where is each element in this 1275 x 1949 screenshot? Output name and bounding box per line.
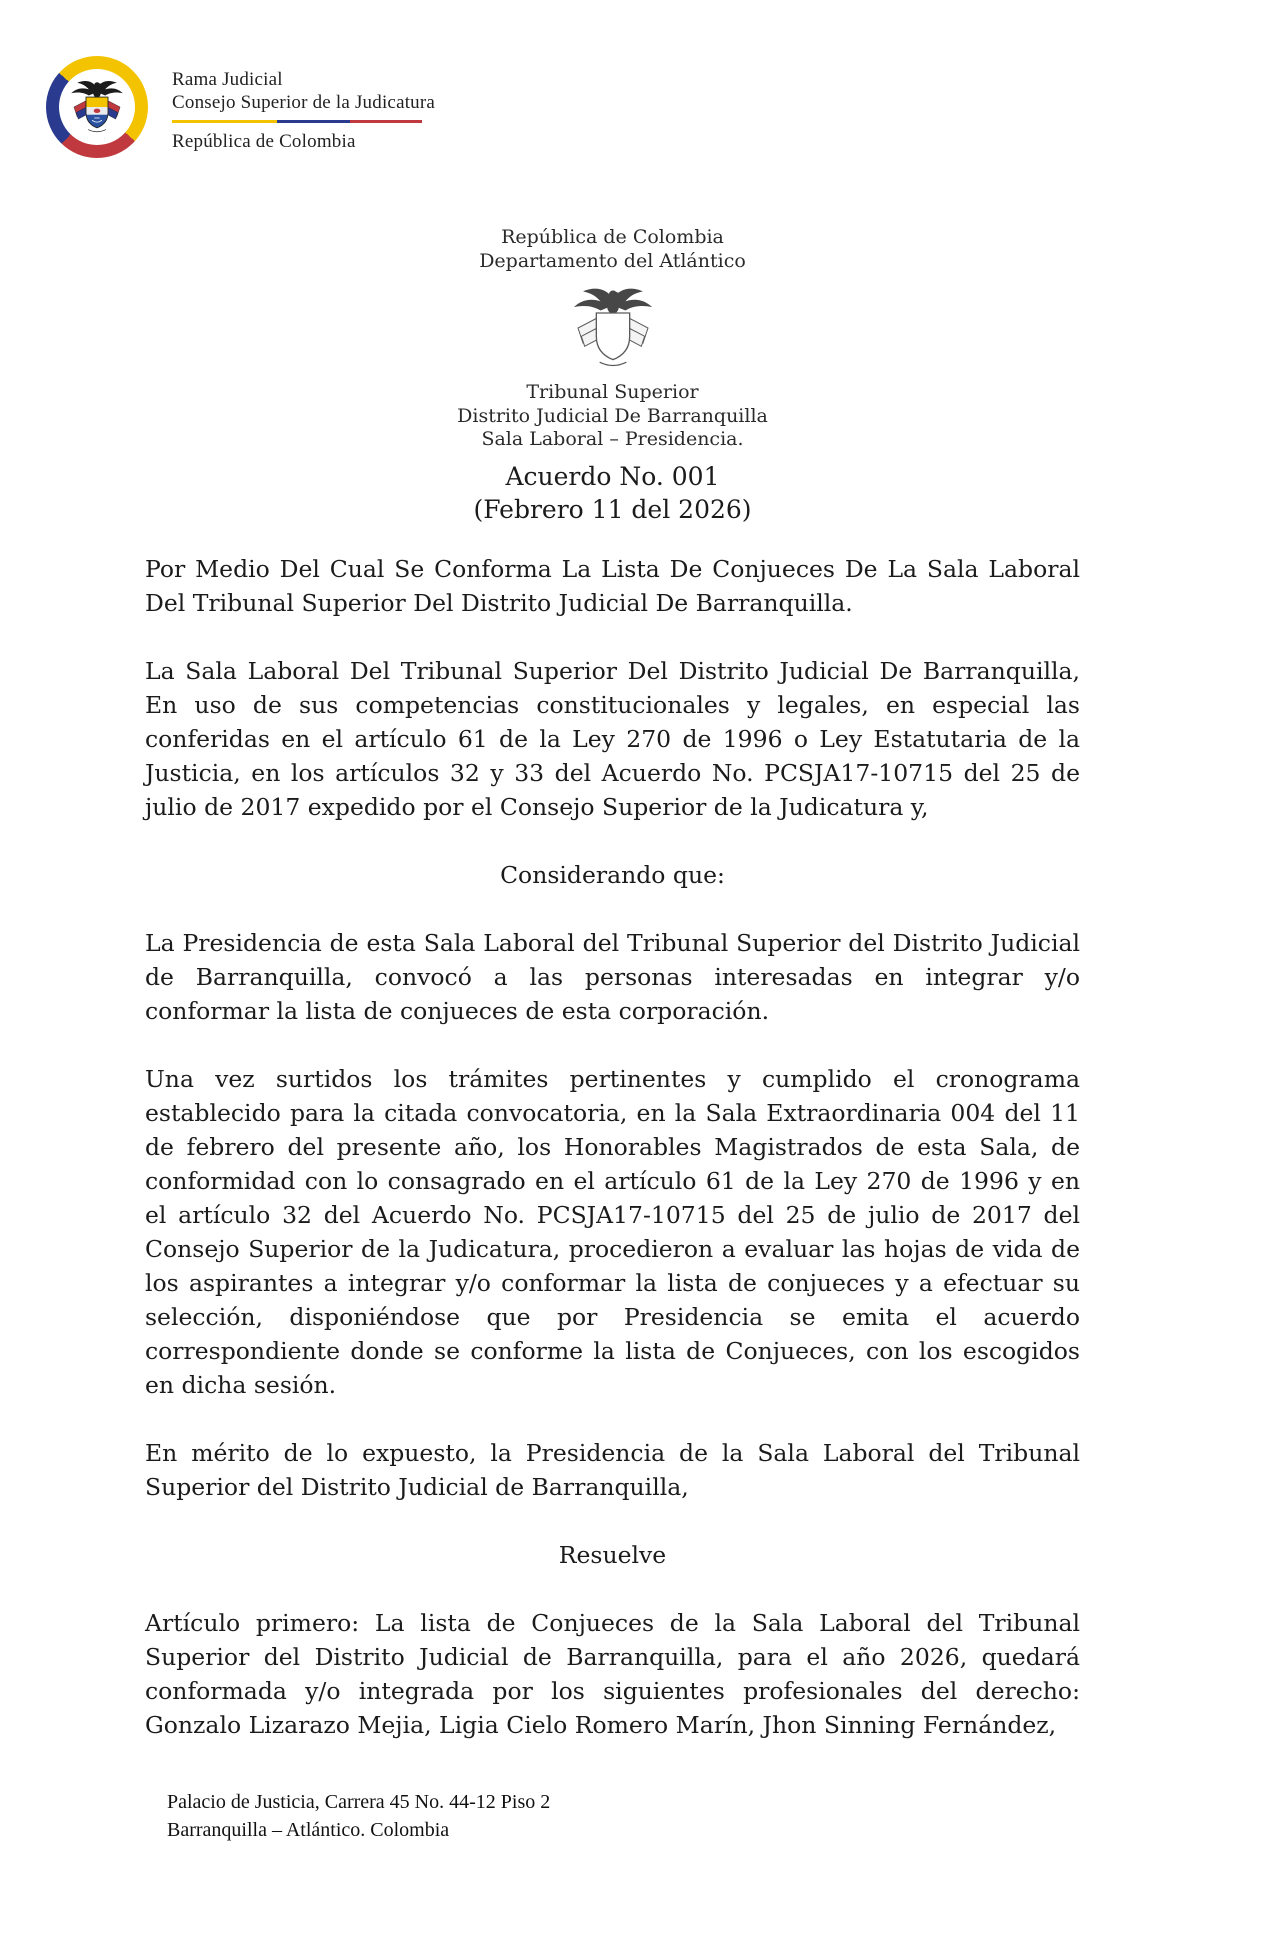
rama-judicial-logo (46, 56, 148, 158)
letterhead-department: Departamento del Atlántico (479, 249, 746, 272)
tricolor-yellow-segment (172, 120, 277, 123)
page-footer (167, 1788, 550, 1844)
brand-line-rama-judicial: Rama Judicial (172, 69, 283, 90)
letterhead-court-name: Tribunal Superior (526, 381, 699, 403)
paragraph-tramites: Una vez surtidos los trámites pertinentes y cumplido el cronograma establecido para la citada convocatoria, en la Sala Extraordinaria 004 del 11 de febrero del presente año, los Honorables Magistrados de esta Sala, de conformidad con lo consagrado en el artículo 61 de la Ley 270 de 1996 y en el artículo 32 del Acuerdo No. PCSJA17-10715 del 25 de julio de 2017 del Consejo Superior de la Judicatura, procedieron a evaluar las hojas de vida de los aspirantes a integrar y/o conformar la lista de conjueces y a efectuar su selección, disponiéndose que por Presidencia se emita el acuerdo correspondiente donde se conforme la lista de Conjueces, con los escogidos en dicha sesión. (145, 1065, 1080, 1399)
letterhead-court-chamber: Sala Laboral – Presidencia. (481, 428, 744, 450)
title-acuerdo-date: (Febrero 11 del 2026) (473, 495, 752, 524)
heading-considerando: Considerando que: (500, 861, 725, 889)
tricolor-blue-segment (277, 120, 350, 123)
paragraph-articulo-primero: Artículo primero: La lista de Conjueces de la Sala Laboral del Tribunal Superior del Distrito Judicial de Barranquilla, para el año 2026, quedará conformada y/o integrada por los siguientes profesionales del derecho: Gonzalo Lizarazo Mejia, Ligia Cielo Romero Marín, Jhon Sinning Fernández, (145, 1609, 1080, 1739)
letterhead-country: República de Colombia (501, 226, 724, 248)
letterhead-brand (46, 56, 435, 158)
paragraph-authority: La Sala Laboral Del Tribunal Superior Del Distrito Judicial De Barranquilla, En uso de sus competencias constitucionales y legales, en especial las conferidas en el artículo 61 de la Ley 270 de 1996 o Ley Estatutaria de la Justicia, en los artículos 32 y 33 del Acuerdo No. PCSJA17-10715 del 25 de julio de 2017 expedido por el Consejo Superior de la Judicatura y, (145, 657, 1080, 821)
paragraph-convocatoria: La Presidencia de esta Sala Laboral del Tribunal Superior del Distrito Judicial de Barranquilla, convocó a las personas interesadas en integrar y/o conformar la lista de conjueces de esta corporación. (145, 929, 1080, 1025)
document-title (145, 460, 1080, 526)
letterhead-court-district: Distrito Judicial De Barranquilla (457, 404, 768, 427)
footer-city: Barranquilla – Atlántico. Colombia (167, 1819, 450, 1841)
tricolor-red-segment (350, 120, 423, 123)
tricolor-divider (172, 120, 422, 123)
brand-text (172, 56, 435, 153)
letterhead-center (145, 226, 1080, 452)
department-coat-of-arms-icon (563, 284, 663, 372)
brand-line-republica: República de Colombia (172, 131, 356, 152)
brand-line-consejo: Consejo Superior de la Judicatura (172, 92, 436, 113)
colombia-coat-of-arms-icon (64, 77, 130, 137)
letterhead-coat-wrap (145, 284, 1080, 372)
heading-resuelve: Resuelve (558, 1541, 667, 1569)
document-body (145, 552, 1080, 1776)
paragraph-subject: Por Medio Del Cual Se Conforma La Lista De Conjueces De La Sala Laboral Del Tribunal Superior Del Distrito Judicial De Barranquilla. (145, 555, 1080, 617)
footer-address: Palacio de Justicia, Carrera 45 No. 44-12 Piso 2 (167, 1791, 551, 1813)
paragraph-merito: En mérito de lo expuesto, la Presidencia de la Sala Laboral del Tribunal Superior del Distrito Judicial de Barranquilla, (145, 1439, 1080, 1501)
title-acuerdo-number: Acuerdo No. 001 (505, 462, 720, 491)
